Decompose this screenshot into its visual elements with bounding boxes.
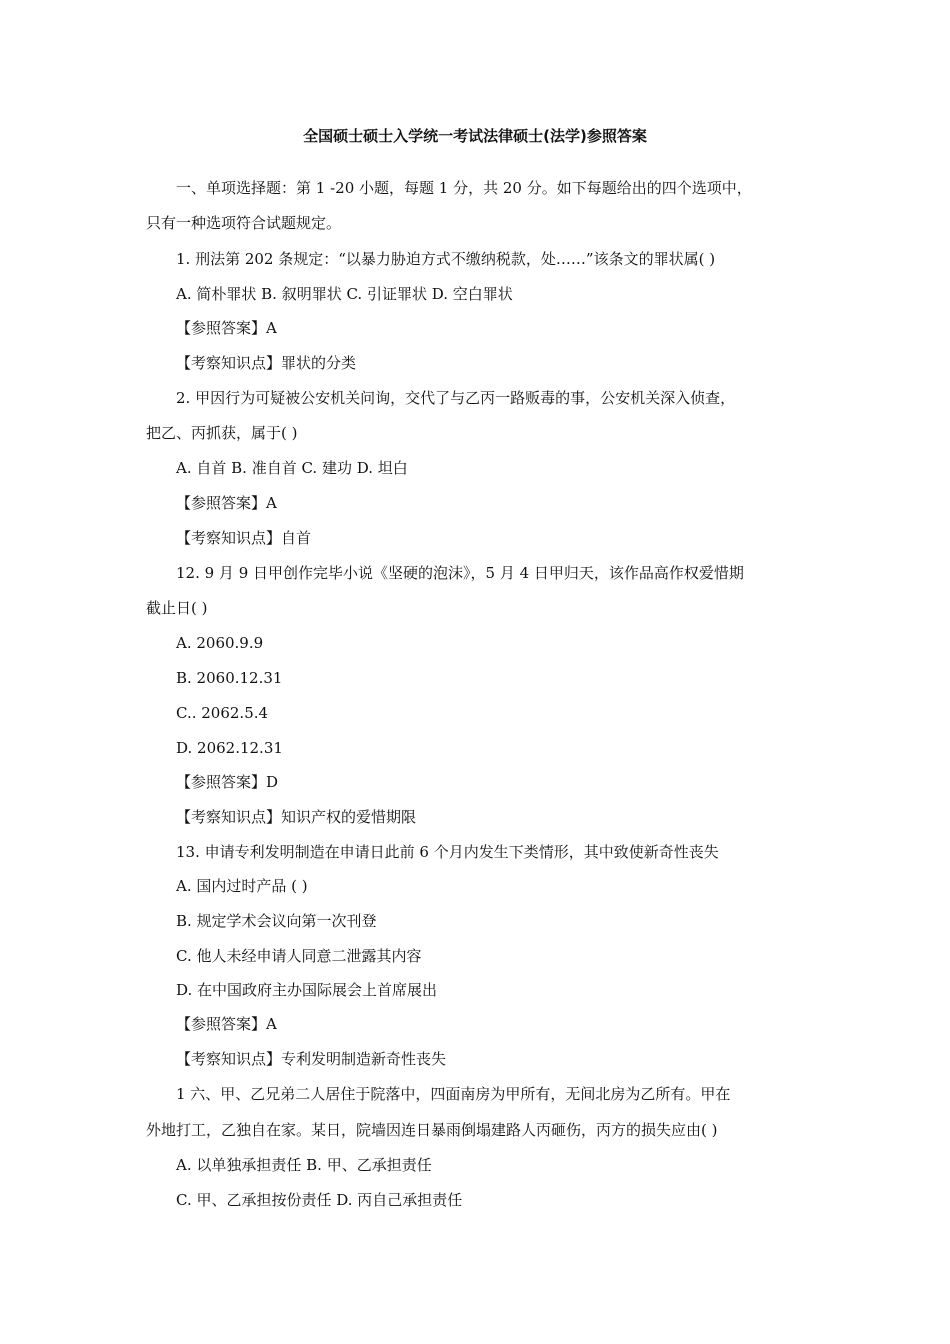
question-1-options: A. 简朴罪状 B. 叙明罪状 C. 引证罪状 D. 空白罪状: [176, 285, 513, 303]
question-13-answer: 【参照答案】A: [176, 1015, 277, 1033]
question-16-cont: 外地打工，乙独自在家。某日，院墙因连日暴雨倒塌建路人丙砸伤，丙方的损失应由( ): [146, 1121, 718, 1139]
document-title: 全国硕士硕士入学统一考试法律硕士(法学)参照答案: [303, 127, 647, 145]
question-2: 2. 甲因行为可疑被公安机关问询，交代了与乙丙一路贩毒的事，公安机关深入侦查，: [176, 389, 736, 407]
question-1-knowledge: 【考察知识点】罪状的分类: [176, 354, 357, 372]
question-16: 1 六、甲、乙兄弟二人居住于院落中，四面南房为甲所有，无间北房为乙所有。甲在: [176, 1085, 731, 1103]
question-1: 1. 刑法第 202 条规定：“以暴力胁迫方式不缴纳税款，处……”该条文的罪状属( ): [176, 250, 716, 268]
section-intro: 一、单项选择题：第 1 -20 小题，每题 1 分，共 20 分。如下每题给出的四个选项中，: [176, 179, 752, 197]
question-12-option-a: A. 2060.9.9: [176, 634, 264, 652]
question-13-option-a: A. 国内过时产品 ( ): [176, 877, 308, 895]
section-intro-cont: 只有一种选项符合试题规定。: [146, 214, 342, 232]
question-12: 12. 9 月 9 日甲创作完毕小说《坚硬的泡沫》，5 月 4 日甲归天，该作品高作权爱惜期: [176, 564, 744, 582]
question-2-options: A. 自首 B. 准自首 C. 建功 D. 坦白: [176, 459, 408, 477]
question-16-options-cd: C. 甲、乙承担按份责任 D. 丙自己承担责任: [176, 1191, 463, 1209]
question-13-knowledge: 【考察知识点】专利发明制造新奇性丧失: [176, 1050, 447, 1068]
question-13-option-d: D. 在中国政府主办国际展会上首席展出: [176, 981, 438, 999]
question-12-option-b: B. 2060.12.31: [176, 669, 283, 687]
question-13-option-c: C. 他人未经申请人同意二泄露其内容: [176, 947, 422, 965]
question-12-knowledge: 【考察知识点】知识产权的爱惜期限: [176, 808, 417, 826]
question-12-cont: 截止日( ): [146, 599, 208, 617]
question-16-options-ab: A. 以单独承担责任 B. 甲、乙承担责任: [176, 1156, 432, 1174]
question-2-cont: 把乙、丙抓获，属于( ): [146, 424, 298, 442]
question-13-option-b: B. 规定学术会议向第一次刊登: [176, 912, 377, 930]
question-13: 13. 申请专利发明制造在申请日此前 6 个月内发生下类情形，其中致使新奇性丧失: [176, 843, 719, 861]
question-1-answer: 【参照答案】A: [176, 319, 277, 337]
question-2-knowledge: 【考察知识点】自首: [176, 529, 312, 547]
question-12-answer: 【参照答案】D: [176, 773, 279, 791]
question-12-option-c: C.. 2062.5.4: [176, 704, 269, 722]
question-12-option-d: D. 2062.12.31: [176, 739, 283, 757]
question-2-answer: 【参照答案】A: [176, 494, 277, 512]
